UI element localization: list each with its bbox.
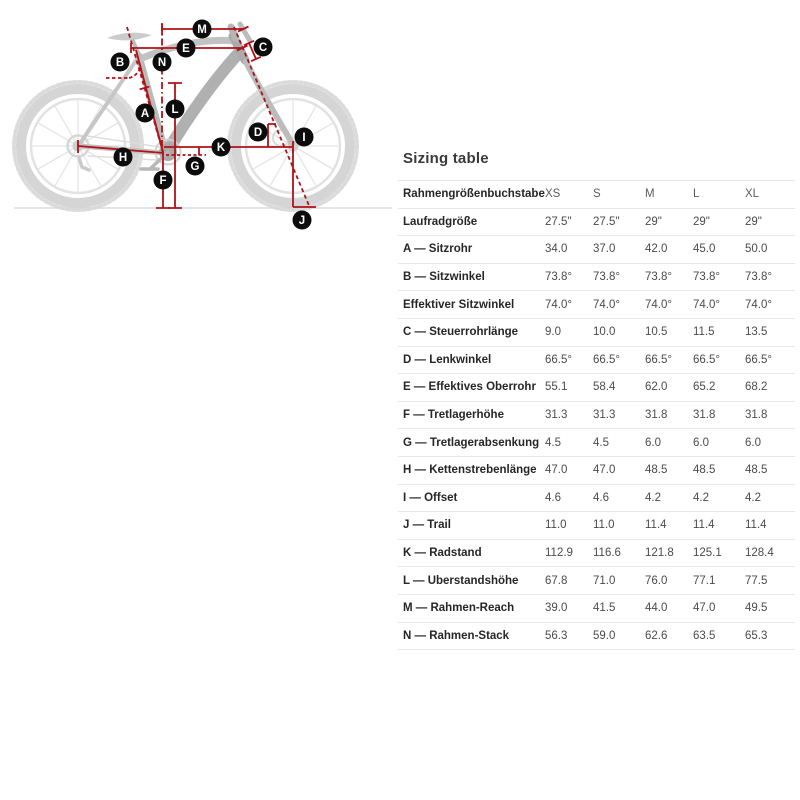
table-row bbox=[398, 347, 795, 375]
cell-value: 73.8° bbox=[545, 271, 572, 284]
marker-g-label: G bbox=[190, 161, 200, 174]
column-header: S bbox=[593, 188, 601, 201]
cell-value: 4.2 bbox=[745, 491, 761, 504]
marker-h-label: H bbox=[118, 152, 128, 165]
cell-value: 31.8 bbox=[745, 409, 768, 422]
table-row bbox=[398, 374, 795, 402]
cell-value: 73.8° bbox=[745, 271, 772, 284]
row-label: L — Überstandshöhe bbox=[403, 574, 519, 587]
table-row bbox=[398, 402, 795, 430]
cell-value: 77.1 bbox=[693, 574, 716, 587]
cell-value: 48.5 bbox=[745, 464, 768, 477]
table-row bbox=[398, 429, 795, 457]
marker-m-label: M bbox=[197, 24, 207, 37]
marker-j-label: J bbox=[298, 215, 306, 228]
cell-value: 112.9 bbox=[545, 547, 573, 560]
row-label: G — Tretlagerabsenkung bbox=[403, 436, 540, 449]
cell-value: 74.0° bbox=[693, 298, 720, 311]
row-label: E — Effektives Oberrohr bbox=[403, 381, 536, 394]
cell-value: 71.0 bbox=[593, 574, 616, 587]
marker-a-label: A bbox=[140, 108, 150, 121]
cell-value: 4.6 bbox=[593, 491, 609, 504]
cell-value: 62.0 bbox=[645, 381, 668, 394]
sizing-table bbox=[398, 150, 795, 650]
cell-value: 56.3 bbox=[545, 629, 568, 642]
row-label: M — Rahmen-Reach bbox=[403, 602, 515, 615]
cell-value: 55.1 bbox=[545, 381, 568, 394]
cell-value: 74.0° bbox=[645, 298, 672, 311]
marker-d-label: D bbox=[253, 127, 263, 140]
cell-value: 29" bbox=[693, 215, 710, 228]
cell-value: 65.3 bbox=[745, 629, 768, 642]
table-row bbox=[398, 236, 795, 264]
cell-value: 4.5 bbox=[545, 436, 561, 449]
cell-value: 67.8 bbox=[545, 574, 568, 587]
cell-value: 27.5" bbox=[593, 215, 620, 228]
cell-value: 45.0 bbox=[693, 243, 716, 256]
cell-value: 68.2 bbox=[745, 381, 768, 394]
table-row bbox=[398, 291, 795, 319]
table-row bbox=[398, 264, 795, 292]
cell-value: 4.2 bbox=[645, 491, 661, 504]
cell-value: 4.2 bbox=[693, 491, 709, 504]
cell-value: 77.5 bbox=[745, 574, 768, 587]
cell-value: 128.4 bbox=[745, 547, 774, 560]
marker-i-label: I bbox=[302, 132, 306, 145]
row-label: B — Sitzwinkel bbox=[403, 271, 485, 284]
marker-e-label: E bbox=[182, 43, 190, 56]
cell-value: 42.0 bbox=[645, 243, 668, 256]
cell-value: 66.5° bbox=[645, 353, 672, 366]
sizing-table-body bbox=[398, 180, 795, 650]
row-label: Laufradgröße bbox=[403, 215, 478, 228]
marker-b-label: B bbox=[115, 57, 125, 70]
cell-value: 4.6 bbox=[545, 491, 561, 504]
cell-value: 27.5" bbox=[545, 215, 572, 228]
table-row bbox=[398, 512, 795, 540]
cell-value: 65.2 bbox=[693, 381, 716, 394]
cell-value: 31.8 bbox=[645, 409, 668, 422]
column-header: XS bbox=[545, 188, 561, 201]
cell-value: 10.0 bbox=[593, 326, 616, 339]
marker-f-label: F bbox=[159, 175, 167, 188]
row-label: Effektiver Sitzwinkel bbox=[403, 298, 515, 311]
table-row bbox=[398, 567, 795, 595]
row-label: I — Offset bbox=[403, 491, 458, 504]
table-row bbox=[398, 540, 795, 568]
cell-value: 116.6 bbox=[593, 547, 621, 560]
cell-value: 39.0 bbox=[545, 602, 568, 615]
table-row bbox=[398, 623, 795, 651]
cell-value: 31.3 bbox=[593, 409, 616, 422]
row-label: Rahmengrößenbuchstabe bbox=[403, 188, 545, 201]
cell-value: 31.3 bbox=[545, 409, 568, 422]
cell-value: 9.0 bbox=[545, 326, 561, 339]
cell-value: 49.5 bbox=[745, 602, 768, 615]
row-label: D — Lenkwinkel bbox=[403, 353, 492, 366]
cell-value: 11.5 bbox=[693, 326, 715, 339]
column-header: XL bbox=[745, 188, 760, 201]
marker-k-label: K bbox=[216, 142, 226, 155]
cell-value: 11.4 bbox=[693, 519, 715, 532]
cell-value: 10.5 bbox=[645, 326, 668, 339]
row-label: N — Rahmen-Stack bbox=[403, 629, 510, 642]
cell-value: 62.6 bbox=[645, 629, 668, 642]
cell-value: 11.0 bbox=[545, 519, 567, 532]
cell-value: 4.5 bbox=[593, 436, 609, 449]
cell-value: 37.0 bbox=[593, 243, 616, 256]
column-header: M bbox=[645, 188, 655, 201]
table-row bbox=[398, 457, 795, 485]
cell-value: 29" bbox=[745, 215, 762, 228]
cell-value: 6.0 bbox=[745, 436, 761, 449]
cell-value: 66.5° bbox=[593, 353, 620, 366]
sizing-table-title: Sizing table bbox=[403, 150, 489, 167]
cell-value: 48.5 bbox=[693, 464, 716, 477]
cell-value: 11.4 bbox=[745, 519, 767, 532]
column-header: L bbox=[693, 188, 700, 201]
cell-value: 125.1 bbox=[693, 547, 722, 560]
cell-value: 41.5 bbox=[593, 602, 616, 615]
cell-value: 34.0 bbox=[545, 243, 568, 256]
cell-value: 6.0 bbox=[645, 436, 661, 449]
row-label: H — Kettenstrebenlänge bbox=[403, 464, 537, 477]
cell-value: 121.8 bbox=[645, 547, 674, 560]
cell-value: 6.0 bbox=[693, 436, 709, 449]
row-label: F — Tretlagerhöhe bbox=[403, 409, 504, 422]
cell-value: 50.0 bbox=[745, 243, 768, 256]
table-row bbox=[398, 595, 795, 623]
cell-value: 58.4 bbox=[593, 381, 616, 394]
marker-l-label: L bbox=[171, 104, 179, 117]
cell-value: 47.0 bbox=[693, 602, 716, 615]
cell-value: 29" bbox=[645, 215, 662, 228]
cell-value: 47.0 bbox=[545, 464, 568, 477]
marker-n-label: N bbox=[157, 57, 167, 70]
table-row bbox=[398, 485, 795, 513]
bike-geometry-svg bbox=[0, 0, 400, 250]
table-row bbox=[398, 209, 795, 237]
cell-value: 47.0 bbox=[593, 464, 616, 477]
cell-value: 11.0 bbox=[593, 519, 615, 532]
table-row bbox=[398, 319, 795, 347]
cell-value: 48.5 bbox=[645, 464, 668, 477]
row-label: C — Steuerrohrlänge bbox=[403, 326, 519, 339]
cell-value: 74.0° bbox=[593, 298, 620, 311]
cell-value: 73.8° bbox=[645, 271, 672, 284]
cell-value: 59.0 bbox=[593, 629, 616, 642]
cell-value: 31.8 bbox=[693, 409, 716, 422]
row-label: A — Sitzrohr bbox=[403, 243, 473, 256]
cell-value: 44.0 bbox=[645, 602, 668, 615]
cell-value: 66.5° bbox=[745, 353, 772, 366]
cell-value: 66.5° bbox=[545, 353, 572, 366]
cell-value: 74.0° bbox=[745, 298, 772, 311]
row-label: J — Trail bbox=[403, 519, 451, 532]
cell-value: 66.5° bbox=[693, 353, 720, 366]
cell-value: 63.5 bbox=[693, 629, 716, 642]
bike-geometry-diagram bbox=[0, 0, 400, 250]
row-label: K — Radstand bbox=[403, 547, 482, 560]
cell-value: 11.4 bbox=[645, 519, 667, 532]
cell-value: 76.0 bbox=[645, 574, 668, 587]
table-header-row bbox=[398, 181, 795, 209]
cell-value: 73.8° bbox=[593, 271, 620, 284]
cell-value: 13.5 bbox=[745, 326, 768, 339]
cell-value: 73.8° bbox=[693, 271, 720, 284]
cell-value: 74.0° bbox=[545, 298, 572, 311]
marker-c-label: C bbox=[258, 42, 268, 55]
